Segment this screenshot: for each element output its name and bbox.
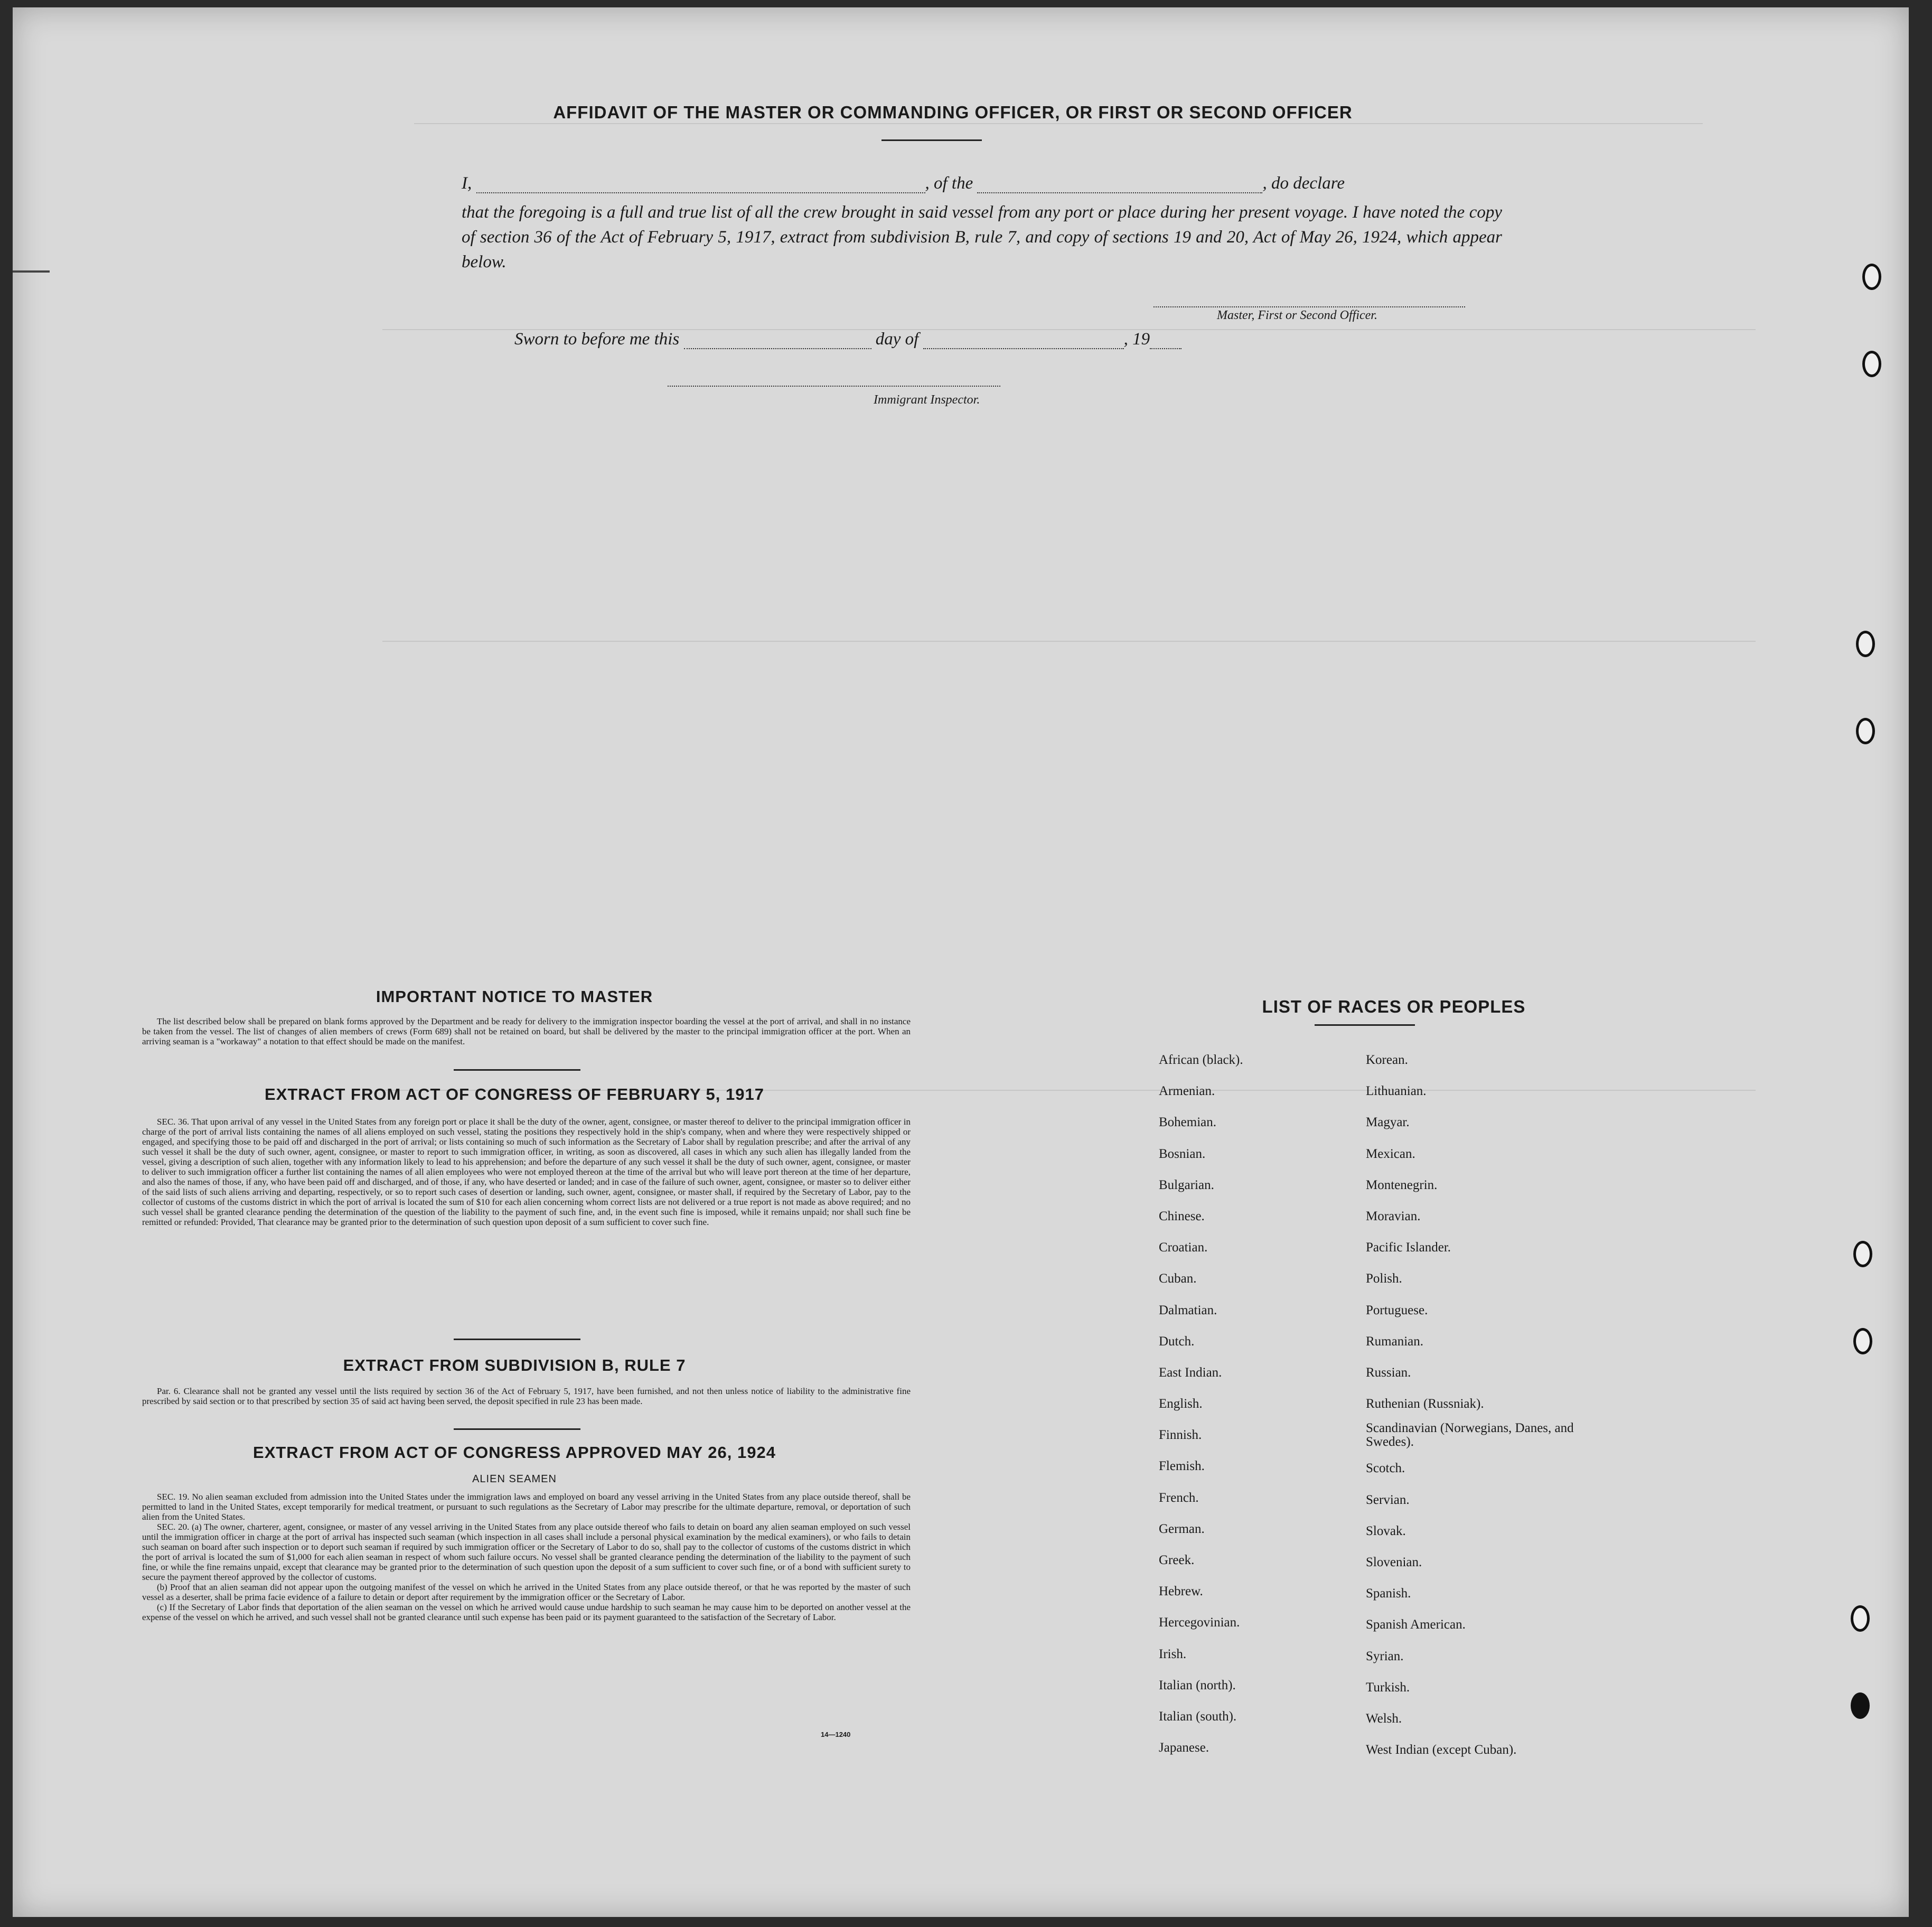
extract-1917-section xyxy=(142,1117,911,1227)
inspector-label: Immigrant Inspector. xyxy=(874,393,980,407)
race-item: Bulgarian. xyxy=(1159,1177,1214,1192)
extract-1924-subtitle: ALIEN SEAMEN xyxy=(472,1473,557,1485)
race-item: Rumanian. xyxy=(1366,1334,1424,1349)
left-edge-mark xyxy=(13,270,50,273)
day-of-label: day of xyxy=(875,330,919,349)
race-item: Mexican. xyxy=(1366,1146,1415,1161)
binder-hole-icon xyxy=(1853,1241,1872,1267)
race-item: Spanish American. xyxy=(1366,1617,1466,1632)
extract-1924-section xyxy=(142,1492,911,1622)
master-signature-line[interactable] xyxy=(1153,298,1465,307)
extract-1924-sec20c: (c) If the Secretary of Labor finds that deportation of the alien seaman on the vessel on which he arrived would cause undue hardship to such seaman he may cause him to be deported on another vessel at the expense of the vessel on which he arrived, and such vessel shall not be granted clearance until such expense has been paid or its payment guaranteed to the satisfaction of the Secretary of Labor. xyxy=(142,1602,911,1622)
notice-section xyxy=(142,1016,911,1046)
race-item: English. xyxy=(1159,1397,1203,1411)
race-item: Pacific Islander. xyxy=(1366,1240,1451,1255)
extract-rule7-text: Par. 6. Clearance shall not be granted any vessel until the lists required by section 36 of the Act of February 5, 1917, have been furnished, and not then unless notice of liability to the administrative fine prescribed by said section or to that prescribed by section 35 of said act having been served, the deposit specified in rule 23 has been made. xyxy=(142,1386,911,1406)
race-item: East Indian. xyxy=(1159,1365,1222,1380)
races-title-rule xyxy=(1315,1024,1415,1026)
race-item: Chinese. xyxy=(1159,1209,1205,1223)
races-column-2 xyxy=(1366,1044,1598,1765)
race-item: Portuguese. xyxy=(1366,1303,1428,1317)
race-item: German. xyxy=(1159,1521,1205,1536)
race-item: Korean. xyxy=(1366,1053,1408,1067)
sworn-before-label: Sworn to before me this xyxy=(514,330,680,349)
extract-rule7-section xyxy=(142,1386,911,1406)
notice-text: The list described below shall be prepared on blank forms approved by the Department and be ready for delivery to the immigration inspector boarding the vessel at the port of arrival, and shall in no instance be taken from the vessel. The list of changes of alien members of crews (Form 689) shall not be retained on board, but shall be delivered by the master to the principal immigration officer at the port. When an arriving seaman is a "workaway" a notation to that effect should be made on the manifest. xyxy=(142,1016,911,1046)
affidavit-body: that the foregoing is a full and true list of all the crew brought in said vessel from any port or place during her present voyage. I have noted the copy of section 36 of the Act of February 5, 1917, extract from subdivision B, rule 7, and copy of sections 19 and 20, Act of May 26, 1924, which appear below. xyxy=(462,203,1502,272)
race-item: Italian (south). xyxy=(1159,1709,1237,1724)
race-item: Greek. xyxy=(1159,1553,1195,1567)
race-item: Dalmatian. xyxy=(1159,1303,1217,1317)
affidavit-declaration-line xyxy=(462,174,1502,193)
binder-hole-icon xyxy=(1851,1692,1870,1719)
declarant-name-field[interactable] xyxy=(476,176,925,193)
race-item: Finnish. xyxy=(1159,1428,1202,1443)
binder-hole-icon xyxy=(1853,1328,1872,1354)
race-item: Cuban. xyxy=(1159,1271,1197,1286)
extract-rule7-title: EXTRACT FROM SUBDIVISION B, RULE 7 xyxy=(343,1356,686,1374)
extract-1924-title: EXTRACT FROM ACT OF CONGRESS APPROVED MAY 26, 1924 xyxy=(253,1443,776,1462)
extract-1917-text: SEC. 36. That upon arrival of any vessel in the United States from any foreign port or place it shall be the duty of the owner, agent, consignee, or master thereof to deliver to the principal immigration officer in charge of the port of arrival lists containing the names of all aliens employed on such vessel, stating the positions they respectively hold in the ship's company, when and where they were respectively shipped or engaged, and specifying those to be paid off and discharged in the port of arrival; or lists containing so much of such information as the Secretary of Labor shall by regulation prescribe; and after the arrival of any such vessel it shall be the duty of such owner, agent, consignee, or master to report to such immigration officer, in writing, as soon as discovered, all cases in which any such alien has illegally landed from the vessel, giving a description of such alien, together with any information likely to lead to his apprehension; and before the departure of any such vessel it shall be the duty of such owner, agent, consignee, or master to deliver to such immigration officer a further list containing the names of all alien employees who were not employed thereon at the time of the arrival but who will leave port thereon at the time of her departure, and also the names of those, if any, who have been paid off and discharged, and of those, if any, who have deserted or landed; and in case of the failure of such owner, agent, consignee, or master so to deliver either of the said lists of such aliens arriving and departing, respectively, or so to report such cases of desertion or landing, such owner, agent, consignee, or master shall, if required by the Secretary of Labor, pay to the collector of customs of the customs district in which the port of arrival is located the sum of $10 for each alien concerning whom correct lists are not delivered or a true report is not made as above required; and no such vessel shall be granted clearance pending the determination of the question of the liability to the payment of such fine, and, in the event such fine is imposed, while it remains unpaid; nor shall such fine be remitted or refunded: Provided, That clearance may be granted prior to the determination of such question upon deposit of a sum sufficient to cover such fine. xyxy=(142,1117,911,1227)
form-number: 14—1240 xyxy=(821,1730,851,1738)
affidavit-title-rule xyxy=(881,139,982,141)
race-item: Hebrew. xyxy=(1159,1584,1203,1599)
race-item: French. xyxy=(1159,1490,1199,1505)
race-item: Magyar. xyxy=(1366,1115,1410,1130)
race-item: Hercegovinian. xyxy=(1159,1615,1240,1630)
race-item: Syrian. xyxy=(1366,1649,1404,1663)
year-prefix-label: , 19 xyxy=(1123,330,1150,349)
extract-1917-title: EXTRACT FROM ACT OF CONGRESS OF FEBRUARY 5, 1917 xyxy=(265,1085,764,1103)
race-item: Japanese. xyxy=(1159,1741,1209,1755)
binder-hole-icon xyxy=(1862,351,1881,377)
binder-hole-icon xyxy=(1851,1605,1870,1632)
race-item: Scandinavian (Norwegians, Danes, and Swedes). xyxy=(1366,1421,1574,1449)
race-item: Dutch. xyxy=(1159,1334,1195,1349)
race-item: Spanish. xyxy=(1366,1586,1411,1601)
sworn-month-field[interactable] xyxy=(923,332,1124,349)
race-item: Slovak. xyxy=(1366,1523,1406,1538)
notice-title: IMPORTANT NOTICE TO MASTER xyxy=(376,987,653,1006)
race-item: Scotch. xyxy=(1366,1461,1405,1476)
inspector-signature-line[interactable] xyxy=(668,377,1000,387)
race-item: African (black). xyxy=(1159,1053,1243,1067)
race-item: Croatian. xyxy=(1159,1240,1208,1255)
of-the-label: , of the xyxy=(925,174,973,193)
races-column-1 xyxy=(1159,1044,1359,1763)
vessel-name-field[interactable] xyxy=(977,176,1262,193)
race-item: Armenian. xyxy=(1159,1084,1215,1099)
binder-hole-icon xyxy=(1856,631,1875,657)
race-item: Welsh. xyxy=(1366,1711,1402,1726)
divider-3 xyxy=(454,1428,580,1430)
race-item: West Indian (except Cuban). xyxy=(1366,1743,1517,1757)
sworn-line xyxy=(514,330,1181,349)
binder-hole-icon xyxy=(1862,264,1881,290)
affidavit-i-label: I, xyxy=(462,174,472,193)
race-item: Turkish. xyxy=(1366,1680,1410,1695)
extract-1924-sec20a: SEC. 20. (a) The owner, charterer, agent, consignee, or master of any vessel arriving in the United States from any place outside thereof who fails to detain on board any alien seaman employed on such vessel until the immigration officer in charge at the port of arrival has inspected such seaman (which inspection in all cases shall include a personal physical examination by the medical examiners), or who fails to detain such seaman on board after such inspection or to deport such seaman if required by such immigration officer or the Secretary of Labor to do so, shall pay to the collector of customs of the customs district in which the port of arrival is located the sum of $1,000 for each alien seaman in respect of whom such failure occurs. No vessel shall be granted clearance pending the determination of the liability to the payment of such fine, or while the fine remains unpaid, except that clearance may be granted prior to the determination of such question upon the deposit of a sum sufficient to cover such fine, or of a bond with sufficient surety to secure the payment thereof approved by the collector of customs. xyxy=(142,1522,911,1582)
race-item: Moravian. xyxy=(1366,1209,1421,1223)
document-page xyxy=(13,7,1909,1917)
race-item: Montenegrin. xyxy=(1366,1177,1438,1192)
race-item: Ruthenian (Russniak). xyxy=(1366,1397,1484,1411)
race-item: Bohemian. xyxy=(1159,1115,1217,1130)
race-item: Servian. xyxy=(1366,1492,1410,1507)
race-item: Italian (north). xyxy=(1159,1678,1236,1692)
do-declare-label: , do declare xyxy=(1262,174,1345,193)
binder-hole-icon xyxy=(1856,718,1875,744)
sworn-day-field[interactable] xyxy=(684,332,871,349)
races-title: LIST OF RACES OR PEOPLES xyxy=(1262,997,1526,1016)
race-item: Polish. xyxy=(1366,1271,1402,1286)
extract-1924-sec20b: (b) Proof that an alien seaman did not appear upon the outgoing manifest of the vessel on which he arrived in the United States from any place outside thereof, or that he was reported by the master of such vessel as a deserter, shall be prima facie evidence of a failure to detain or deport after requirement by the immigration officer or the Secretary of Labor. xyxy=(142,1582,911,1602)
race-item: Slovenian. xyxy=(1366,1555,1422,1569)
race-item: Irish. xyxy=(1159,1647,1187,1661)
divider-1 xyxy=(454,1069,580,1071)
affidavit-title: AFFIDAVIT OF THE MASTER OR COMMANDING OFFICER, OR FIRST OR SECOND OFFICER xyxy=(553,102,1353,122)
race-item: Russian. xyxy=(1366,1365,1411,1380)
race-item: Bosnian. xyxy=(1159,1146,1206,1161)
race-item: Flemish. xyxy=(1159,1459,1205,1474)
extract-1924-sec19: SEC. 19. No alien seaman excluded from admission into the United States under the immigration laws and employed on board any vessel arriving in the United States from any place outside thereof, shall be permitted to land in the United States, except temporarily for medical treatment, or pursuant to such regulations as the Secretary of Labor may prescribe for the ultimate departure, removal, or deportation of such alien from the United States. xyxy=(142,1492,911,1522)
divider-2 xyxy=(454,1339,580,1340)
race-item: Lithuanian. xyxy=(1366,1084,1427,1099)
sworn-year-field[interactable] xyxy=(1150,332,1181,349)
master-signature-label: Master, First or Second Officer. xyxy=(1217,308,1377,322)
